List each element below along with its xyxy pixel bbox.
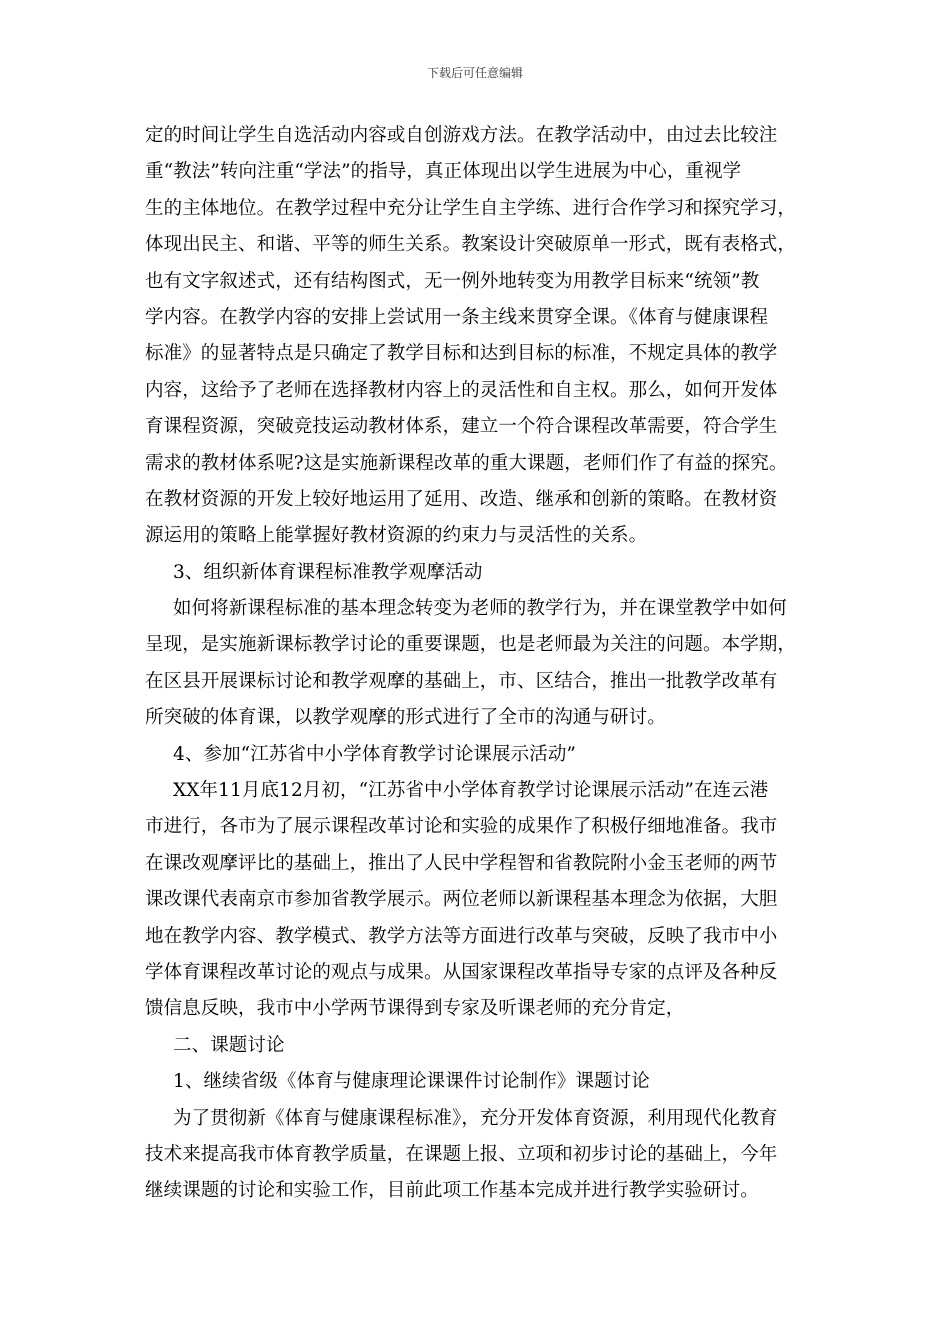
- text-line: 馈信息反映，我市中小学两节课得到专家及听课老师的充分肯定，: [145, 998, 685, 1020]
- section-heading: 二、课题讨论: [173, 1034, 285, 1056]
- text-line: 地在教学内容、教学模式、教学方法等方面进行改革与突破，反映了我市中小: [145, 925, 778, 947]
- text-line: 继续课题的讨论和实验工作，目前此项工作基本完成并进行教学实验研讨。: [145, 1180, 759, 1202]
- text-line: 课改课代表南京市参加省教学展示。两位老师以新课程基本理念为依据，大胆: [145, 889, 778, 911]
- text-line: 市进行，各市为了展示课程改革讨论和实验的成果作了积极仔细地准备。我市: [145, 816, 778, 838]
- text-line: 也有文字叙述式，还有结构图式，无一例外地转变为用教学目标来“统领”教: [145, 270, 760, 292]
- text-line: 体现出民主、和谐、平等的师生关系。教案设计突破原单一形式，既有表格式，: [145, 234, 797, 256]
- text-line: 学体育课程改革讨论的观点与成果。从国家课程改革指导专家的点评及各种反: [145, 961, 778, 983]
- section-heading: 4、参加“江苏省中小学体育教学讨论课展示活动”: [173, 743, 576, 765]
- text-line: 所突破的体育课，以教学观摩的形式进行了全市的沟通与研讨。: [145, 707, 666, 729]
- text-line: 在教材资源的开发上较好地运用了延用、改造、继承和创新的策略。在教材资: [145, 488, 778, 510]
- text-line: 育课程资源，突破竞技运动教材体系，建立一个符合课程改革需要，符合学生: [145, 416, 778, 438]
- document-body: [145, 118, 825, 1210]
- section-heading: 1、继续省级《体育与健康理论课课件讨论制作》课题讨论: [173, 1071, 650, 1093]
- text-line: 内容，这给予了老师在选择教材内容上的灵活性和自主权。那么，如何开发体: [145, 379, 778, 401]
- text-line: 定的时间让学生自选活动内容或自创游戏方法。在教学活动中，由过去比较注: [145, 125, 778, 146]
- text-line: 呈现，是实施新课标教学讨论的重要课题，也是老师最为关注的问题。本学期，: [145, 634, 797, 656]
- text-line: XX年11月底12月初，“江苏省中小学体育教学讨论课展示活动”在连云港: [173, 780, 769, 802]
- text-line: 源运用的策略上能掌握好教材资源的约束力与灵活性的关系。: [145, 525, 648, 547]
- text-line: 技术来提高我市体育教学质量，在课题上报、立项和初步讨论的基础上，今年: [145, 1143, 778, 1165]
- section-heading: 3、组织新体育课程标准教学观摩活动: [173, 561, 483, 583]
- text-line: 标准》的显著特点是只确定了教学目标和达到目标的标准，不规定具体的教学: [145, 343, 778, 365]
- text-line: 需求的教材体系呢?这是实施新课程改革的重大课题，老师们作了有益的探究。: [145, 452, 788, 474]
- text-line: 在区县开展课标讨论和教学观摩的基础上，市、区结合，推出一批教学改革有: [145, 670, 778, 692]
- text-line: 重“教法”转向注重“学法”的指导，真正体现出以学生进展为中心，重视学: [145, 161, 742, 183]
- text-line: 为了贯彻新《体育与健康课程标准》，充分开发体育资源，利用现代化教育: [173, 1107, 778, 1129]
- text-line: 生的主体地位。在教学过程中充分让学生自主学练、进行合作学习和探究学习，: [145, 197, 797, 219]
- text-line: 如何将新课程标准的基本理念转变为老师的教学行为，并在课堂教学中如何: [173, 598, 787, 620]
- text-line: 在课改观摩评比的基础上，推出了人民中学程智和省教院附小金玉老师的两节: [145, 852, 778, 874]
- text-line: 学内容。在教学内容的安排上尝试用一条主线来贯穿全课。《体育与健康课程: [145, 306, 769, 328]
- page-header: 下载后可任意编辑: [426, 66, 523, 80]
